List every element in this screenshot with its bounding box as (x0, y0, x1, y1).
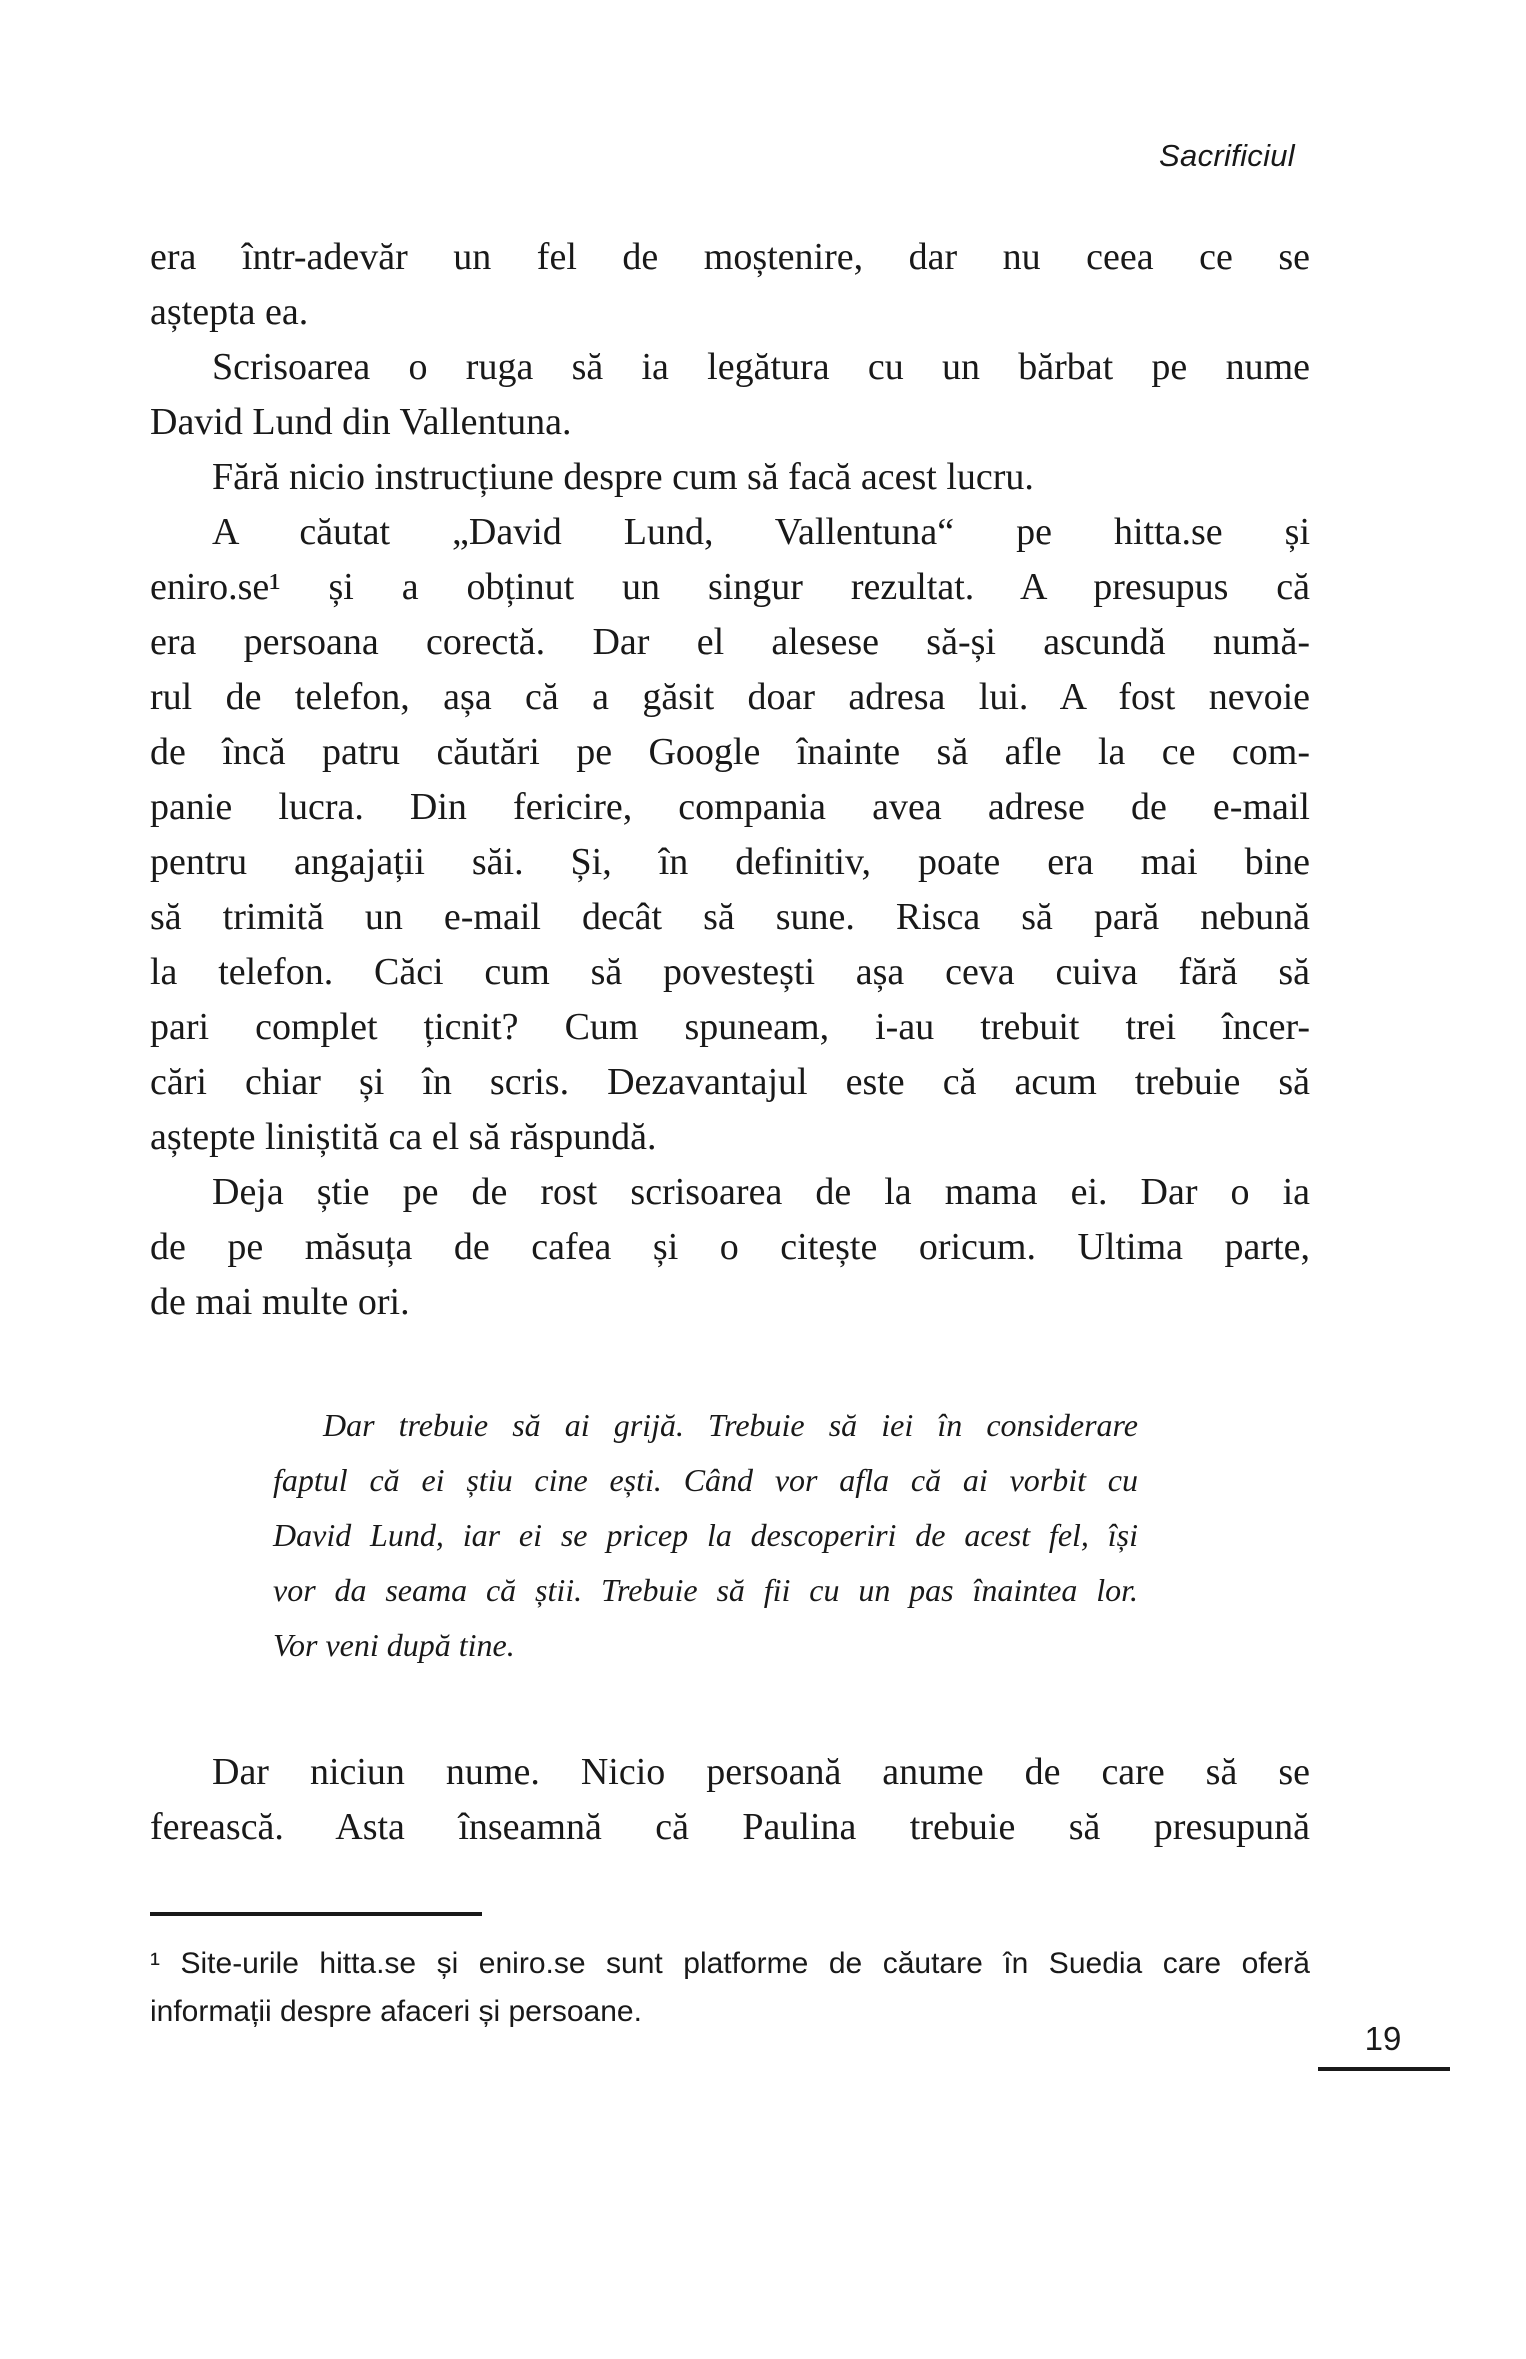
quote-line: vor da seama că știi. Trebuie să fii cu un pas înaintea lor. (273, 1572, 1138, 1608)
text-line: Scrisoarea o ruga să ia legătura cu un bărbat pe nume (212, 346, 1310, 388)
text-line: aștepte liniștită ca el să răspundă. (150, 1116, 657, 1158)
text-line: cări chiar și în scris. Dezavantajul este că acum trebuie să (150, 1061, 1310, 1103)
text-line: A căutat „David Lund, Vallentuna“ pe hitta.se și (212, 511, 1310, 553)
footnote (150, 1940, 1310, 2036)
text-line: pari complet țicnit? Cum spuneam, i-au trebuit trei încer- (150, 1006, 1310, 1048)
text-line: pentru angajații săi. Și, în definitiv, poate era mai bine (150, 841, 1310, 883)
text-line: era într-adevăr un fel de moștenire, dar nu ceea ce se (150, 236, 1310, 278)
text-line: să trimită un e-mail decât să sune. Risca să pară nebună (150, 896, 1310, 938)
footnote-divider (150, 1912, 482, 1916)
quote-line: David Lund, iar ei se pricep la descoperiri de acest fel, își (273, 1517, 1138, 1553)
running-header: Sacrificiul (1159, 138, 1295, 173)
text-line: Deja știe pe de rost scrisoarea de la mama ei. Dar o ia (212, 1171, 1310, 1213)
text-line: aștepta ea. (150, 291, 309, 333)
quote-line: faptul că ei știu cine ești. Când vor afla că ai vorbit cu (273, 1462, 1138, 1498)
text-line: Fără nicio instrucțiune despre cum să facă acest lucru. (212, 456, 1034, 498)
closing-paragraph (150, 1745, 1310, 1855)
quote-line: Vor veni după tine. (273, 1627, 515, 1663)
letter-quote-block (273, 1398, 1138, 1673)
text-line: de mai multe ori. (150, 1281, 410, 1323)
footnote-line: ¹ Site-urile hitta.se și eniro.se sunt platforme de căutare în Suedia care oferă (150, 1947, 1310, 1980)
page-number: 19 (1364, 2020, 1402, 2057)
text-line: rul de telefon, așa că a găsit doar adresa lui. A fost nevoie (150, 676, 1310, 718)
text-line: ferească. Asta înseamnă că Paulina trebuie să presupună (150, 1806, 1310, 1848)
text-line: era persoana corectă. Dar el alesese să-și ascundă numă- (150, 621, 1310, 663)
page-number-underline (1318, 2067, 1450, 2071)
text-line: panie lucra. Din fericire, compania avea adrese de e-mail (150, 786, 1310, 828)
text-line: de pe măsuța de cafea și o citește oricum. Ultima parte, (150, 1226, 1310, 1268)
text-line: la telefon. Căci cum să povestești așa ceva cuiva fără să (150, 951, 1310, 993)
text-line: eniro.se¹ și a obținut un singur rezultat. A presupus că (150, 566, 1310, 608)
body-text (150, 230, 1310, 1330)
text-line: de încă patru căutări pe Google înainte să afle la ce com- (150, 731, 1310, 773)
text-line: Dar niciun nume. Nicio persoană anume de care să se (212, 1751, 1310, 1793)
footnote-line: informații despre afaceri și persoane. (150, 1995, 642, 2028)
quote-line: Dar trebuie să ai grijă. Trebuie să iei în considerare (323, 1407, 1138, 1443)
text-line: David Lund din Vallentuna. (150, 401, 572, 443)
